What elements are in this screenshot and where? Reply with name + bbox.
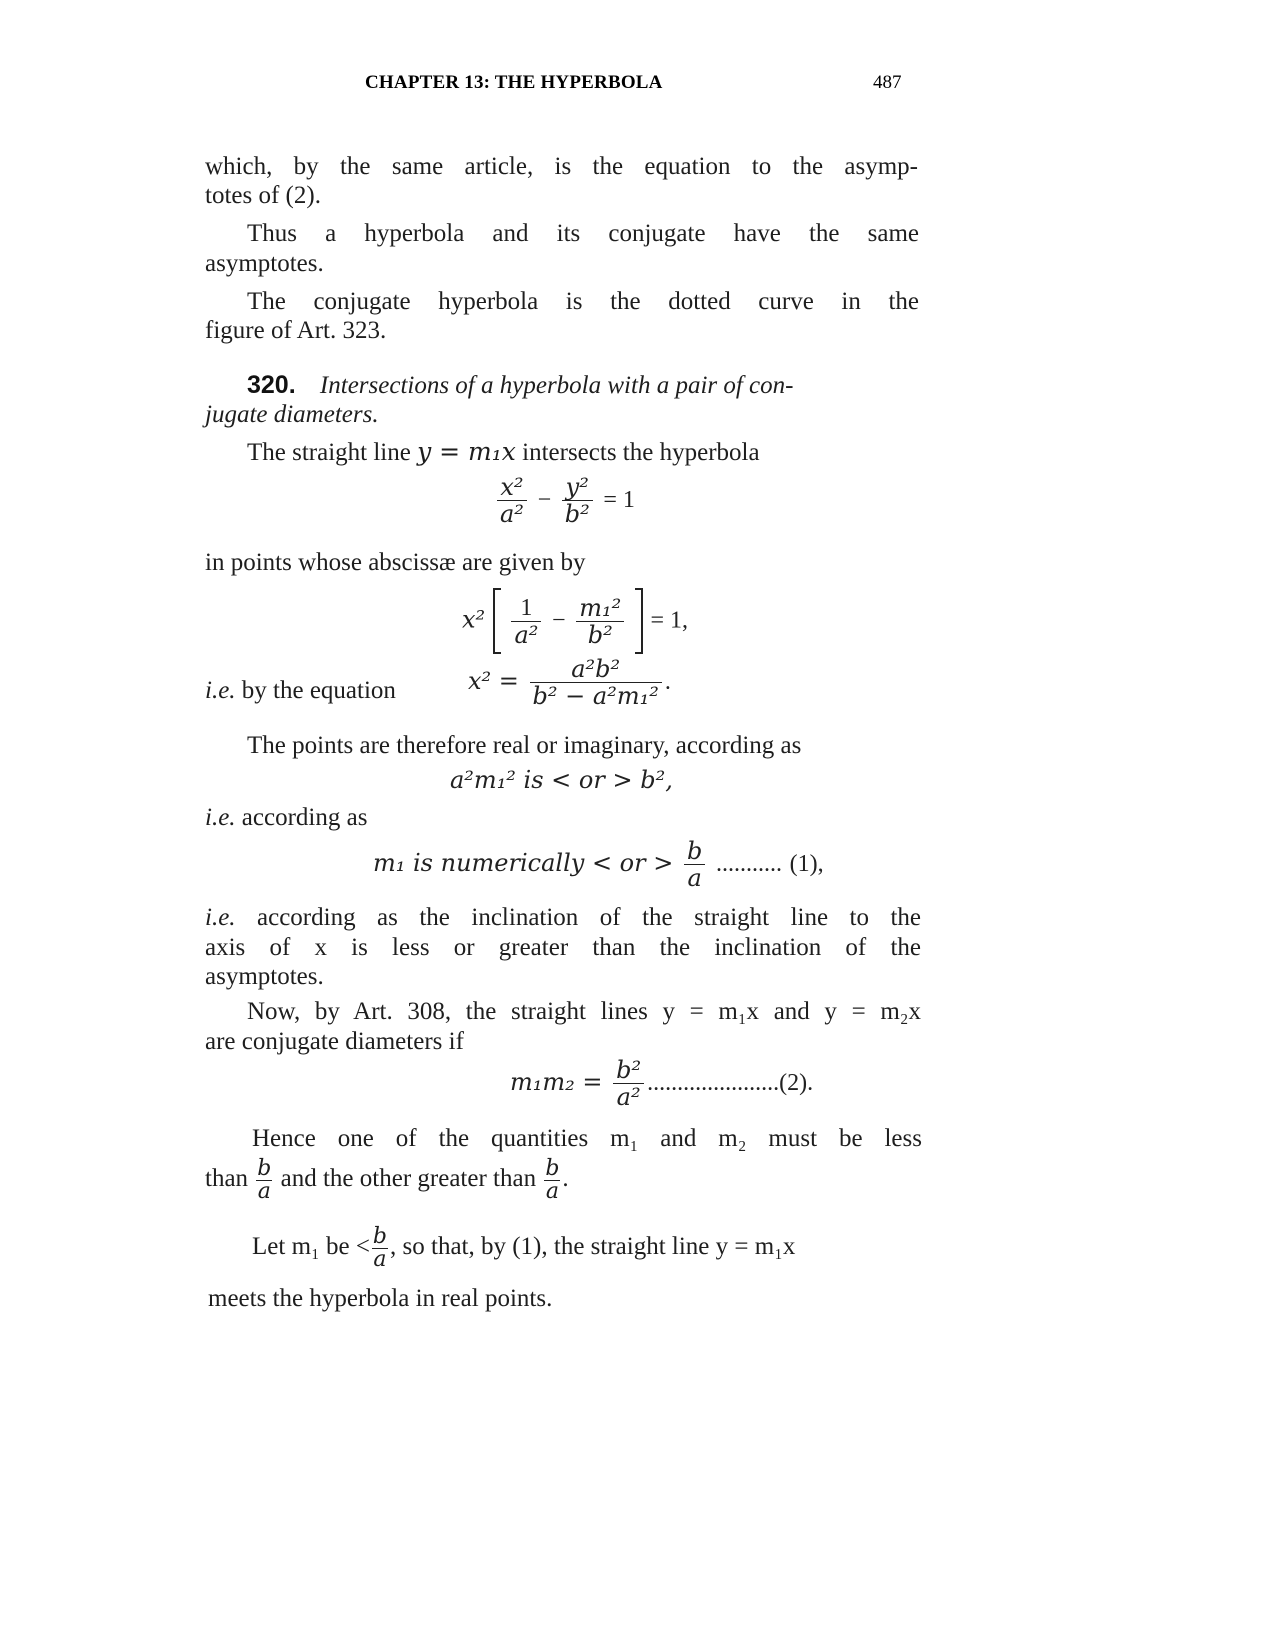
text-line: which, by the same article, is the equation to the asymp- xyxy=(205,153,918,180)
text-line xyxy=(252,1226,795,1271)
numerator: x² xyxy=(497,474,527,501)
ie-abbrev: i.e. xyxy=(205,904,236,931)
text-line: are conjugate diameters if xyxy=(205,1028,464,1055)
fraction xyxy=(530,656,662,709)
denominator: a xyxy=(545,1179,559,1204)
text-line: Hence one of the quantities m₁ and m₂ must be less xyxy=(252,1125,922,1152)
ie-abbrev: i.e. xyxy=(205,804,236,831)
text-line: The points are therefore real or imaginary, according as xyxy=(247,732,802,759)
fraction xyxy=(576,595,624,648)
text-line: figure of Art. 323. xyxy=(205,317,387,344)
text-line: Thus a hyperbola and its conjugate have the same xyxy=(247,220,919,247)
leader-dots: ........... xyxy=(716,851,782,877)
coefficient: x² xyxy=(462,605,486,634)
leader-dots: ...................... xyxy=(647,1070,780,1096)
numerator: y² xyxy=(562,474,593,501)
numerator: b xyxy=(545,1156,560,1181)
denominator: a xyxy=(373,1247,387,1272)
denominator: a xyxy=(687,864,702,892)
text-line xyxy=(205,803,367,833)
denominator: b² xyxy=(564,500,590,528)
fraction xyxy=(684,838,705,891)
equation-condition: a²m₁² is < or > b², xyxy=(450,766,673,794)
equation-label: (1), xyxy=(789,851,824,877)
ie-abbrev: i.e. xyxy=(205,677,236,704)
numerator: 1 xyxy=(511,595,541,622)
equation-rhs: = 1, xyxy=(650,607,689,634)
equation-lhs: m₁m₂ = xyxy=(510,1068,603,1096)
text-span: , so that, by (1), the straight line y = m₁x xyxy=(390,1233,796,1261)
text-span: and the other greater than xyxy=(280,1165,537,1193)
text-span: according as the inclination of the straight line to the xyxy=(235,904,921,931)
page-number: 487 xyxy=(873,72,902,93)
period: . xyxy=(664,669,671,695)
denominator: a² xyxy=(514,620,539,649)
fraction xyxy=(562,474,593,527)
section-title-cont: jugate diameters. xyxy=(205,401,379,428)
text-span: intersects the hyperbola xyxy=(515,439,760,466)
text-line: in points whose abscissæ are given by xyxy=(205,549,586,576)
page-header xyxy=(0,72,1275,102)
text-span: than xyxy=(205,1165,249,1193)
numerator: b² xyxy=(613,1057,644,1084)
fraction xyxy=(511,595,541,648)
text-line: totes of (2). xyxy=(205,182,321,209)
numerator: a²b² xyxy=(530,656,662,683)
text-line: The conjugate hyperbola is the dotted curve in the xyxy=(247,288,919,315)
numerator: b xyxy=(257,1156,272,1181)
text-span: The straight line xyxy=(247,439,418,466)
text-line: asymptotes. xyxy=(205,963,324,990)
fraction xyxy=(613,1057,644,1110)
equation-x-squared xyxy=(468,656,671,709)
fraction-b-over-a xyxy=(544,1158,560,1203)
fraction-b-over-a xyxy=(372,1226,388,1271)
text-span: Let m₁ be < xyxy=(252,1233,370,1261)
equation-lhs: x² = xyxy=(468,667,519,695)
denominator: b² − a²m₁² xyxy=(532,682,659,710)
text-line: asymptotes. xyxy=(205,250,324,277)
fraction-b-over-a xyxy=(256,1158,272,1203)
inline-equation: y = m₁x xyxy=(417,437,516,466)
equation-1 xyxy=(373,838,824,891)
text-line xyxy=(205,676,396,706)
bracket-right xyxy=(635,588,643,654)
numerator: b xyxy=(684,838,705,865)
denominator: b² xyxy=(587,620,613,649)
text-line: meets the hyperbola in real points. xyxy=(208,1285,553,1312)
equation-rhs: = 1 xyxy=(603,487,635,513)
section-title: Intersections of a hyperbola with a pair of con- xyxy=(319,372,794,399)
denominator: a² xyxy=(616,1083,641,1111)
equation-lhs: m₁ is numerically < or > xyxy=(373,849,674,877)
section-heading xyxy=(247,370,793,401)
equation-abscissae: x² $\frac{1}{\text{a²}}$ − $\frac{\text{m₁²}}{\text{b²}}$ = 1, xyxy=(462,588,688,654)
denominator: a² xyxy=(500,500,524,528)
equation-2 xyxy=(510,1057,813,1110)
numerator: m₁² xyxy=(576,595,624,622)
denominator: a xyxy=(257,1179,271,1204)
chapter-title: CHAPTER 13: THE HYPERBOLA xyxy=(365,72,663,93)
equation-label: (2). xyxy=(779,1070,814,1096)
text-line: axis of x is less or greater than the inclination of the xyxy=(205,934,921,961)
text-span: according as xyxy=(235,804,368,831)
numerator: b xyxy=(372,1224,388,1249)
text-line: Now, by Art. 308, the straight lines y = m₁x and y = m₂x xyxy=(247,998,921,1025)
section-number: 320. xyxy=(247,371,296,399)
bracket-left xyxy=(493,588,501,654)
equation-hyperbola: $\frac{\text{x²}}{\text{a²}}$ − $\frac{\text{y²}}{\text{b²}}$ = 1 xyxy=(494,474,635,527)
text-line xyxy=(205,903,921,933)
text-line xyxy=(247,437,760,468)
text-line: than $\frac{b}{a}$ and the other greater than $\frac{b}{a}$ . xyxy=(205,1156,569,1204)
fraction xyxy=(497,474,527,527)
text-span: by the equation xyxy=(235,677,396,704)
